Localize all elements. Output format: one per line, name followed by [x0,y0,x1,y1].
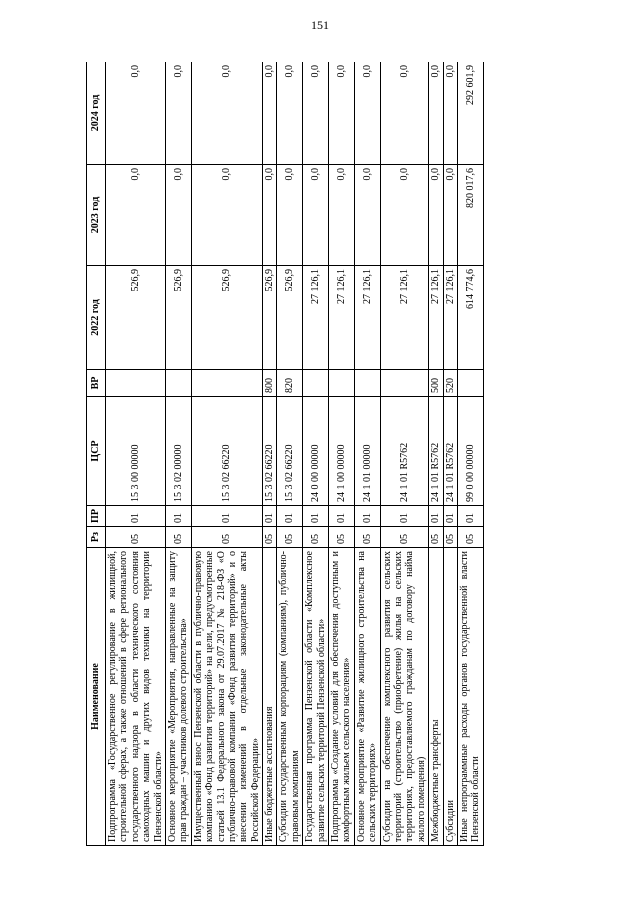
row-pr: 01 [263,506,277,527]
row-vr [165,370,191,397]
row-rz: 05 [329,527,355,548]
row-pr: 01 [329,506,355,527]
row-2023: 0,0 [191,165,262,266]
row-2022: 27 126,1 [429,266,443,370]
table-row [263,62,277,846]
row-2024: 0,0 [443,62,457,165]
row-csr: 15 3 00 00000 [106,397,166,506]
row-csr: 24 1 01 R5762 [443,397,457,506]
rotated-table-frame [86,62,556,846]
row-name: Подпрограмма «Государственное регулирование в жилищной, строительной сферах, а также отношений в сфере регионального государственного надзора в области технического состояния самоходных машин и других видов техники на территории Пензенской области» [106,548,166,846]
row-rz: 05 [429,527,443,548]
row-2022: 526,9 [191,266,262,370]
row-name: Иные бюджетные ассигнования [263,548,277,846]
row-name: Субсидии [443,548,457,846]
row-2024: 0,0 [191,62,262,165]
row-2023: 0,0 [380,165,429,266]
row-2024: 0,0 [380,62,429,165]
row-csr: 24 1 01 R5762 [380,397,429,506]
header-rz: Рз [87,527,106,548]
row-2024: 0,0 [429,62,443,165]
header-name: Наименование [87,548,106,846]
row-vr [457,370,483,397]
table-row [165,62,191,846]
row-pr: 01 [380,506,429,527]
row-vr [380,370,429,397]
row-pr: 01 [165,506,191,527]
row-2024: 0,0 [165,62,191,165]
table-row [457,62,483,846]
row-name: Межбюджетные трансферты [429,548,443,846]
row-name: Иные непрограммные расходы органов государственной власти Пензенской области [457,548,483,846]
row-name: Подпрограмма «Создание условий для обеспечения доступным и комфортным жильем сельского населения» [329,548,355,846]
row-csr: 24 0 00 00000 [303,397,329,506]
row-vr: 820 [277,370,303,397]
row-rz: 05 [191,527,262,548]
table-row [303,62,329,846]
header-2024: 2024 год [87,62,106,165]
row-2023: 0,0 [263,165,277,266]
row-2024: 0,0 [277,62,303,165]
row-2022: 27 126,1 [380,266,429,370]
row-2022: 27 126,1 [354,266,380,370]
row-2024: 0,0 [303,62,329,165]
table-row [380,62,429,846]
row-2022: 27 126,1 [303,266,329,370]
row-vr [303,370,329,397]
row-2023: 0,0 [443,165,457,266]
table-row [106,62,166,846]
row-rz: 05 [165,527,191,548]
row-2023: 0,0 [106,165,166,266]
row-rz: 05 [263,527,277,548]
row-2023: 0,0 [429,165,443,266]
row-pr: 01 [277,506,303,527]
row-vr [191,370,262,397]
row-2022: 526,9 [106,266,166,370]
row-2024: 292 601,9 [457,62,483,165]
table-row [329,62,355,846]
row-pr: 01 [354,506,380,527]
row-name: Государственная программа Пензенской области «Комплексное развитие сельских территорий Пензенской области» [303,548,329,846]
table-header-row [87,62,106,846]
row-rz: 05 [354,527,380,548]
row-csr: 15 3 02 00000 [165,397,191,506]
row-2022: 27 126,1 [443,266,457,370]
row-2022: 27 126,1 [329,266,355,370]
header-csr: ЦСР [87,397,106,506]
row-vr: 520 [443,370,457,397]
row-2024: 0,0 [354,62,380,165]
table-row [191,62,262,846]
row-2023: 0,0 [303,165,329,266]
row-2023: 0,0 [165,165,191,266]
table-row [429,62,443,846]
row-pr: 01 [303,506,329,527]
header-vr: ВР [87,370,106,397]
header-2023: 2023 год [87,165,106,266]
row-rz: 05 [277,527,303,548]
row-rz: 05 [303,527,329,548]
row-name: Субсидии на обеспечение комплексного развития сельских территорий (строительство (приобретение) жилья на сельских территориях, предоставляемого гражданам по договору найма жилого помещения) [380,548,429,846]
row-pr: 01 [429,506,443,527]
row-pr: 01 [106,506,166,527]
row-name: Основное мероприятие «Развитие жилищного строительства на сельских территориях» [354,548,380,846]
table-row [354,62,380,846]
row-2024: 0,0 [263,62,277,165]
row-2023: 0,0 [329,165,355,266]
row-2022: 526,9 [277,266,303,370]
row-name: Основное мероприятие «Мероприятия, направленные на защиту прав граждан – участников долевого строительства» [165,548,191,846]
row-pr: 01 [457,506,483,527]
row-vr [329,370,355,397]
row-rz: 05 [106,527,166,548]
row-2022: 614 774,6 [457,266,483,370]
row-vr: 500 [429,370,443,397]
row-csr: 24 1 00 00000 [329,397,355,506]
table-row [443,62,457,846]
row-rz: 05 [457,527,483,548]
page-number: 151 [311,18,329,32]
header-2022: 2022 год [87,266,106,370]
rotated-table-container [86,62,556,846]
row-rz: 05 [443,527,457,548]
row-vr [354,370,380,397]
row-2023: 820 017,6 [457,165,483,266]
row-csr: 15 3 02 66220 [263,397,277,506]
row-csr: 24 1 01 00000 [354,397,380,506]
row-2023: 0,0 [277,165,303,266]
table-row [277,62,303,846]
row-csr: 15 3 02 66220 [277,397,303,506]
row-name: Имущественный взнос Пензенской области в публично-правовую компанию «Фонд развития территорий» на цели, предусмотренные статьей 13.1 Федерального закона от 29.07.2017 № 218-ФЗ «О публично-правовой компании «Фонд развития территорий» и о внесении изменений в отдельные законодательные акты Российской Федерации» [191,548,262,846]
row-rz: 05 [380,527,429,548]
row-csr: 15 3 02 66220 [191,397,262,506]
row-2022: 526,9 [263,266,277,370]
row-csr: 99 0 00 00000 [457,397,483,506]
row-2024: 0,0 [106,62,166,165]
row-csr: 24 1 01 R5762 [429,397,443,506]
row-pr: 01 [191,506,262,527]
budget-table [86,62,484,846]
row-pr: 01 [443,506,457,527]
header-pr: ПР [87,506,106,527]
row-vr: 800 [263,370,277,397]
row-2023: 0,0 [354,165,380,266]
row-2024: 0,0 [329,62,355,165]
row-vr [106,370,166,397]
row-2022: 526,9 [165,266,191,370]
row-name: Субсидии государственным корпорациям (компаниям), публично-правовым компаниям [277,548,303,846]
